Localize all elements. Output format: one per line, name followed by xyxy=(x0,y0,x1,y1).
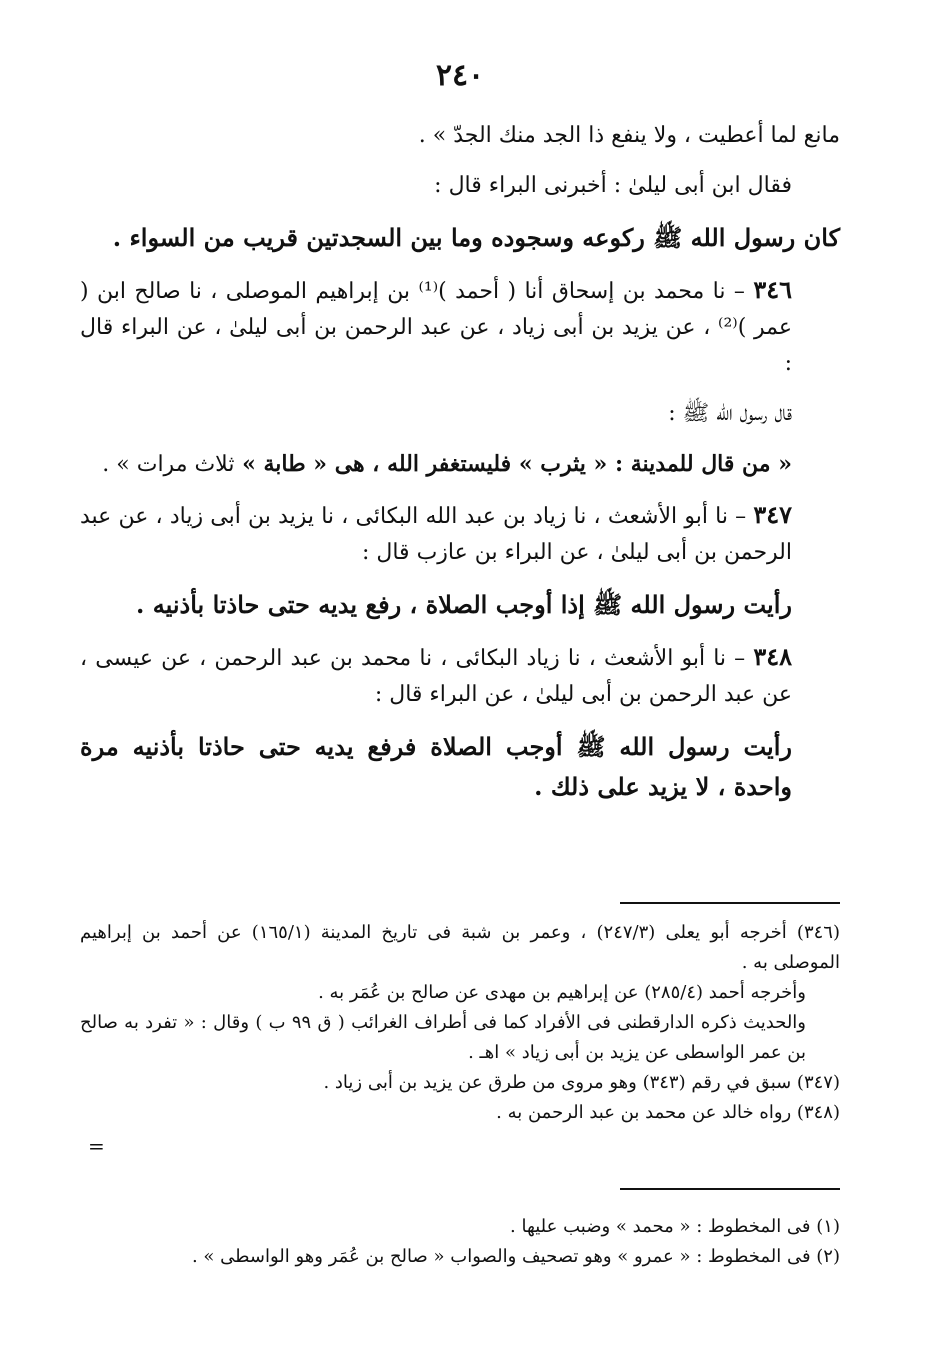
footnote-item: (٢) فى المخطوط : « عمرو » وهو تصحيف والصواب « صالح بن عُمَر وهو الواسطى » . xyxy=(191,1246,840,1267)
isnad-text: – نا محمد بن إسحاق أنا ( أحمد )⁽¹⁾ بن إبراهيم الموصلى ، نا صالح ابن ( عمر )⁽²⁾ ، عن يزيد بن أبى زياد ، عن عبد الرحمن بن أبى ليلىٰ ، عن البراء قال : xyxy=(80,279,793,376)
note-item: وأخرجه أحمد (٢٨٥/٤) عن إبراهيم بن مهدى عن صالح بن عُمَر به . xyxy=(318,982,806,1003)
separator-line xyxy=(620,902,840,904)
quote-bold-part: « من قال للمدينة : « يثرب » فليستغفر الله ، هى « طابة » xyxy=(234,451,792,477)
hadith-matn: رأيت رسول الله ﷺ أوجب الصلاة فرفع يديه حتى حاذتا بأذنيه مرة واحدة ، لا يزيد على ذلك . xyxy=(80,732,792,801)
isnad-text: – نا أبو الأشعث ، نا زياد البكائى ، نا محمد بن عبد الرحمن ، عن عيسى ، عن عبد الرحمن بن أبى ليلىٰ ، عن البراء قال : xyxy=(80,646,792,707)
takhrij-notes xyxy=(80,918,840,1128)
separator-line xyxy=(620,1188,840,1190)
hadith-isnad-348 xyxy=(80,639,840,713)
note-item: والحديث ذكره الدارقطنى فى الأفراد كما فى أطراف الغرائب ( ق ٩٩ ب ) وقال : « تفرد به صالح بن عمر الواسطى عن يزيد بن أبى زياد » اهـ . xyxy=(80,1012,807,1063)
footnote-item: (١) فى المخطوط : « محمد » وضبب عليها . xyxy=(510,1216,840,1237)
hadith-number: ٣٤٦ xyxy=(753,275,792,304)
text-line: مانع لما أعطيت ، ولا ينفع ذا الجد منك الجدّ » . xyxy=(418,123,840,148)
book-page xyxy=(80,0,840,1358)
note-item: (٣٤٦) أخرجه أبو يعلى (٢٤٧/٣) ، وعمر بن شبة فى تاريخ المدينة (١٦٥/١) عن أحمد بن إبراهيم الموصلى به . xyxy=(80,922,840,973)
hadith-matn: رأيت رسول الله ﷺ إذا أوجب الصلاة ، رفع يديه حتى حاذتا بأذنيه . xyxy=(136,590,792,619)
isnad-text: – نا أبو الأشعث ، نا زياد بن عبد الله البكائى ، نا يزيد بن أبى زياد ، عن عبد الرحمن بن أبى ليلىٰ ، عن البراء بن عازب قال : xyxy=(80,504,792,565)
narration-intro: قال رسول الله ﷺ : xyxy=(668,401,792,426)
note-item: (٣٤٧) سبق في رقم (٣٤٣) وهو مروى من طرق عن يزيد بن أبى زياد . xyxy=(323,1072,840,1093)
hadith-number: ٣٤٧ xyxy=(753,500,792,529)
narration-intro: فقال ابن أبى ليلىٰ : أخبرنى البراء قال : xyxy=(434,173,792,198)
hadith-matn: كان رسول الله ﷺ ركوعه وسجوده وما بين السجدتين قريب من السواء . xyxy=(112,223,840,252)
hadith-isnad-347 xyxy=(80,497,840,571)
hadith-number: ٣٤٨ xyxy=(753,642,792,671)
hadith-isnad-346 xyxy=(80,272,840,382)
page-number: ٢٤٠ xyxy=(435,58,485,93)
main-text xyxy=(80,118,840,821)
footnotes xyxy=(80,1212,840,1272)
quote-plain-part: ثلاث مرات » . xyxy=(102,452,235,477)
note-item: (٣٤٨) رواه خالد عن محمد بن عبد الرحمن به . xyxy=(496,1102,840,1123)
continuation-mark: = xyxy=(88,1134,105,1158)
hadith-matn-quote xyxy=(80,446,840,483)
